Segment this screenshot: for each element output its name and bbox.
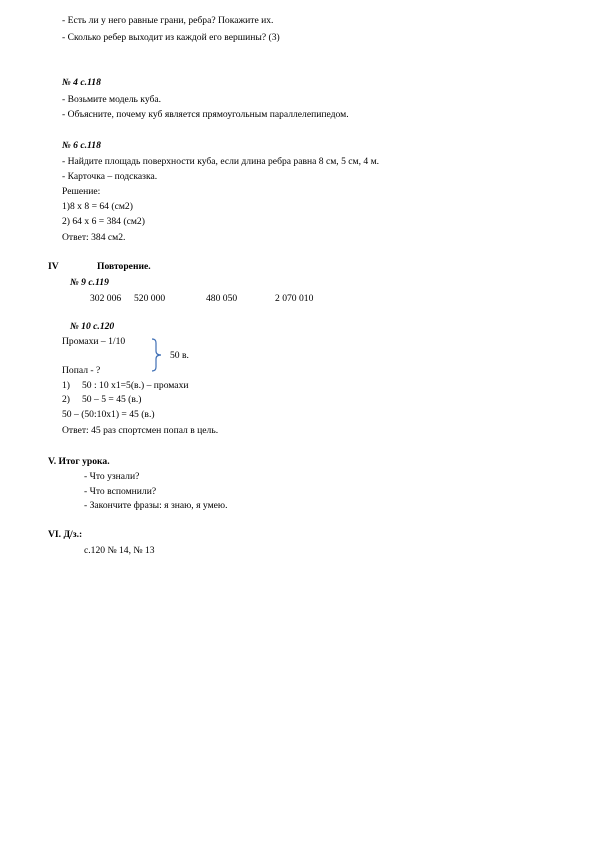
task-4-line-2: - Объясните, почему куб является прямоугольным параллелепипедом.	[62, 109, 349, 120]
task-10-step-2: 50 – 5 = 45 (в.)	[82, 394, 142, 405]
section-5-title: V. Итог урока.	[48, 456, 110, 467]
question-equal-faces: - Есть ли у него равные грани, ребра? Покажите их.	[62, 15, 274, 26]
task-10-step-3: 50 – (50:10х1) = 45 (в.)	[62, 409, 155, 420]
section-5-question-1: - Что узнали?	[84, 471, 140, 482]
section-4-title: Повторение.	[97, 261, 151, 272]
task-10-step-2-number: 2)	[62, 394, 70, 405]
question-edges-per-vertex: - Сколько ребер выходит из каждой его вершины? (3)	[62, 32, 280, 43]
task-6-line-2: - Карточка – подсказка.	[62, 171, 158, 182]
task-10-heading: № 10 с.120	[70, 321, 115, 332]
task-10-misses: Промахи – 1/10	[62, 336, 126, 347]
task-9-number-2: 520 000	[134, 293, 166, 304]
section-6-title: VI. Д/з.:	[48, 529, 83, 540]
task-4-heading: № 4 с.118	[62, 77, 101, 88]
task-6-line-1: - Найдите площадь поверхности куба, если длина ребра равна 8 см, 5 см, 4 м.	[62, 156, 380, 167]
task-9-heading: № 9 с.119	[70, 277, 109, 288]
task-6-solution-label: Решение:	[62, 186, 101, 197]
task-10-step-1-number: 1)	[62, 380, 70, 391]
task-9-number-4: 2 070 010	[275, 293, 314, 304]
task-6-heading: № 6 с.118	[62, 140, 101, 151]
section-4-number: IV	[48, 261, 59, 272]
task-9-number-3: 480 050	[206, 293, 238, 304]
task-10-step-1: 50 : 10 х1=5(в.) – промахи	[82, 380, 189, 391]
task-10-total: 50 в.	[170, 350, 189, 361]
curly-brace-icon	[150, 338, 164, 372]
task-9-number-1: 302 006	[90, 293, 122, 304]
task-6-answer: Ответ: 384 см2.	[62, 232, 126, 243]
section-5-question-2: - Что вспомнили?	[84, 486, 157, 497]
task-6-step-1: 1)8 х 8 = 64 (см2)	[62, 201, 133, 212]
task-6-step-2: 2) 64 х 6 = 384 (см2)	[62, 216, 145, 227]
task-10-answer: Ответ: 45 раз спортсмен попал в цель.	[62, 425, 219, 436]
task-4-line-1: - Возьмите модель куба.	[62, 94, 162, 105]
section-5-question-3: - Закончите фразы: я знаю, я умею.	[84, 500, 228, 511]
task-10-hits: Попал - ?	[62, 365, 101, 376]
homework-line: с.120 № 14, № 13	[84, 545, 155, 556]
